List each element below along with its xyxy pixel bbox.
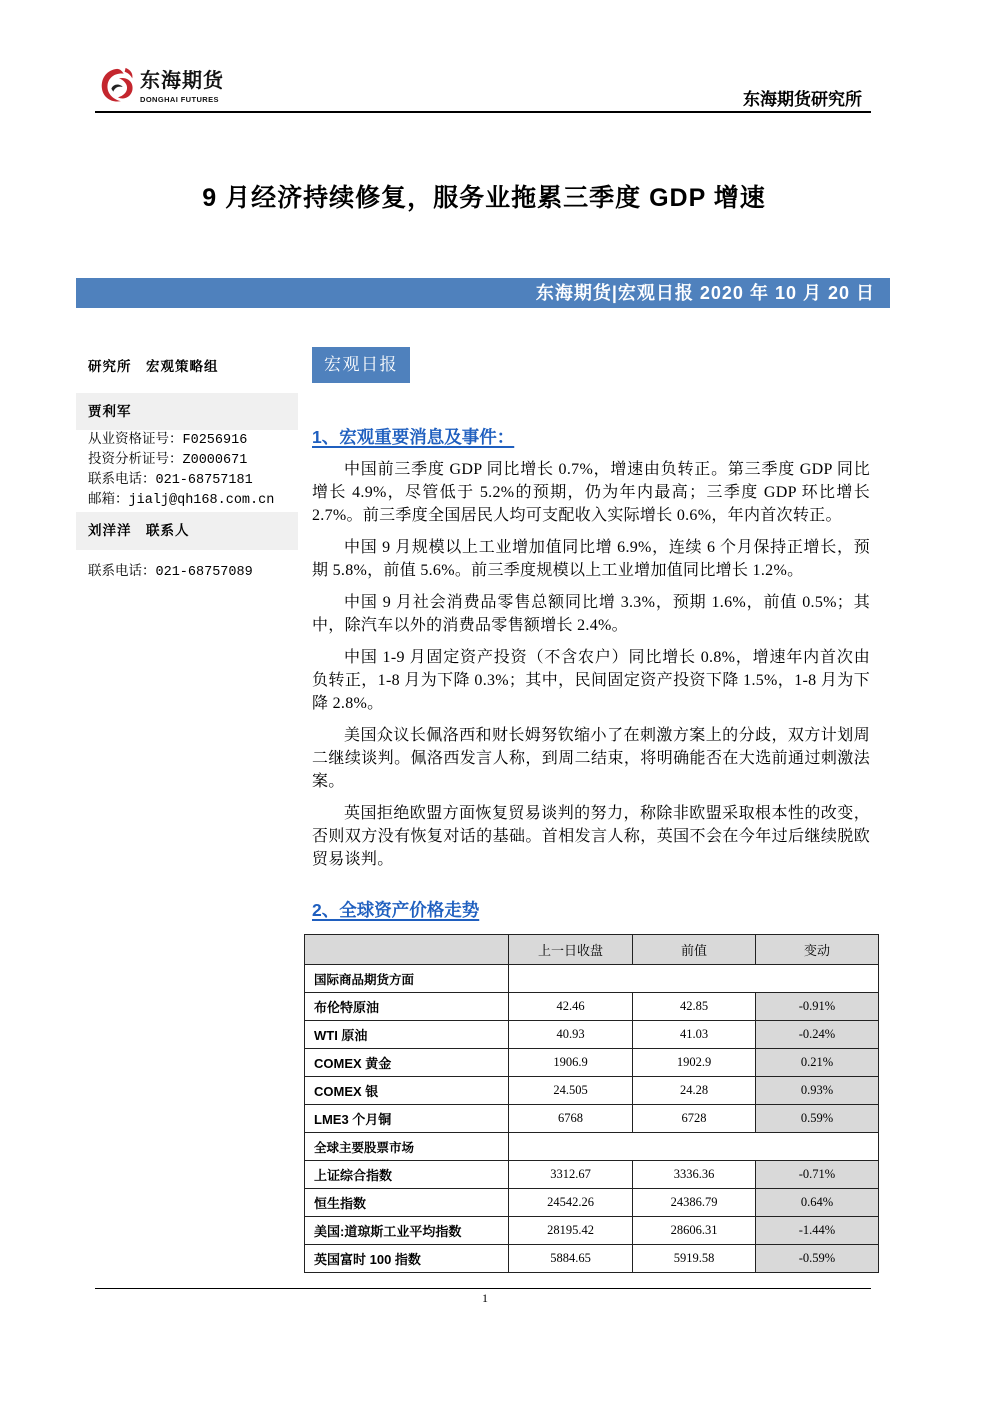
analyst-name-bar	[76, 393, 298, 430]
change-value: 0.93%	[756, 1077, 879, 1105]
asset-name: COMEX 黄金	[305, 1049, 509, 1077]
previous-value: 41.03	[633, 1021, 756, 1049]
report-type-tag: 宏观日报	[312, 347, 410, 383]
report-title: 9 月经济持续修复，服务业拖累三季度 GDP 增速	[202, 184, 766, 212]
section-heading-news: 1、宏观重要消息及事件：	[312, 427, 515, 447]
previous-value: 1902.9	[633, 1049, 756, 1077]
previous-value: 24386.79	[633, 1189, 756, 1217]
contact-phone: 联系电话：021-68757089	[88, 565, 253, 580]
last-close-value: 6768	[509, 1105, 633, 1133]
header-cell-blank	[305, 935, 509, 965]
section-label: 全球主要股票市场	[305, 1133, 509, 1161]
last-close-value: 28195.42	[509, 1217, 633, 1245]
section-label: 国际商品期货方面	[305, 965, 509, 993]
contact-details	[88, 563, 253, 583]
change-value: -0.24%	[756, 1021, 879, 1049]
analyst-details	[88, 431, 274, 511]
asset-name: COMEX 银	[305, 1077, 509, 1105]
news-paragraph: 英国拒绝欧盟方面恢复贸易谈判的努力，称除非欧盟采取根本性的改变，否则双方没有恢复对话的基础。首相发言人称，英国不会在今年过后继续脱欧贸易谈判。	[312, 805, 870, 868]
footer-divider	[95, 1288, 871, 1289]
table-header-row	[305, 935, 879, 965]
banner-text: 东海期货|宏观日报 2020 年 10 月 20 日	[535, 283, 875, 303]
department-label: 研究所 宏观策略组	[88, 359, 219, 374]
news-paragraph: 美国众议长佩洛西和财长姆努钦缩小了在刺激方案上的分歧，双方计划周二继续谈判。佩洛西发言人称，到周二结束，将明确能否在大选前通过刺激法案。	[312, 727, 870, 790]
company-logo	[97, 62, 232, 108]
news-paragraph: 中国 9 月社会消费品零售总额同比增 3.3%，预期 1.6%，前值 0.5%；其中，除汽车以外的消费品零售额增长 2.4%。	[312, 594, 870, 634]
last-close-value: 24.505	[509, 1077, 633, 1105]
last-close-value: 3312.67	[509, 1161, 633, 1189]
header-last-close: 上一日收盘	[509, 935, 633, 965]
asset-name: 英国富时 100 指数	[305, 1245, 509, 1273]
header-change: 变动	[756, 935, 879, 965]
logo-chinese-name: 东海期货	[140, 70, 224, 92]
table-row	[305, 1189, 879, 1217]
news-body	[312, 458, 870, 880]
analyst-phone: 联系电话：021-68757181	[88, 473, 253, 488]
analyst-name: 贾利军	[88, 404, 132, 419]
price-table	[304, 934, 879, 1273]
change-value: -1.44%	[756, 1217, 879, 1245]
contact-name: 刘洋洋 联系人	[88, 523, 190, 538]
table-row	[305, 1105, 879, 1133]
analyst-email: 邮箱：jialj@qh168.com.cn	[88, 493, 275, 508]
logo-mark-icon	[98, 66, 138, 104]
table-row	[305, 1049, 879, 1077]
previous-value: 28606.31	[633, 1217, 756, 1245]
last-close-value: 40.93	[509, 1021, 633, 1049]
previous-value: 3336.36	[633, 1161, 756, 1189]
table-row	[305, 1161, 879, 1189]
analyst-investment-id: 投资分析证号：Z0000671	[88, 453, 248, 468]
table-row	[305, 1077, 879, 1105]
change-value: 0.21%	[756, 1049, 879, 1077]
header-previous: 前值	[633, 935, 756, 965]
header-divider	[95, 111, 871, 113]
contact-name-bar	[76, 512, 298, 550]
change-value: 0.59%	[756, 1105, 879, 1133]
news-paragraph: 中国前三季度 GDP 同比增长 0.7%，增速由负转正。第三季度 GDP 同比增长 4.9%，尽管低于 5.2%的预期，仍为年内最高；三季度 GDP 环比增长 2.7%。前三季度全国居民人均可支配收入实际增长 0.6%，年内首次转正。	[312, 461, 870, 524]
asset-name: 美国:道琼斯工业平均指数	[305, 1217, 509, 1245]
institute-name: 东海期货研究所	[743, 90, 862, 109]
report-banner	[76, 278, 890, 308]
change-value: -0.91%	[756, 993, 879, 1021]
table-row	[305, 1021, 879, 1049]
asset-name: WTI 原油	[305, 1021, 509, 1049]
last-close-value: 5884.65	[509, 1245, 633, 1273]
asset-name: 布伦特原油	[305, 993, 509, 1021]
last-close-value: 42.46	[509, 993, 633, 1021]
asset-name: 上证综合指数	[305, 1161, 509, 1189]
section-filler	[509, 965, 879, 993]
table-row	[305, 1217, 879, 1245]
asset-name: 恒生指数	[305, 1189, 509, 1217]
change-value: -0.71%	[756, 1161, 879, 1189]
analyst-qualification-id: 从业资格证号：F0256916	[88, 433, 248, 448]
previous-value: 42.85	[633, 993, 756, 1021]
section-filler	[509, 1133, 879, 1161]
table-row	[305, 1245, 879, 1273]
change-value: -0.59%	[756, 1245, 879, 1273]
last-close-value: 1906.9	[509, 1049, 633, 1077]
previous-value: 24.28	[633, 1077, 756, 1105]
news-paragraph: 中国 9 月规模以上工业增加值同比增 6.9%，连续 6 个月保持正增长，预期 5.8%，前值 5.6%。前三季度规模以上工业增加值同比增长 1.2%。	[312, 539, 870, 579]
asset-name: LME3 个月铜	[305, 1105, 509, 1133]
page-number: 1	[482, 1291, 488, 1305]
section-heading-prices: 2、全球资产价格走势	[312, 900, 480, 920]
last-close-value: 24542.26	[509, 1189, 633, 1217]
change-value: 0.64%	[756, 1189, 879, 1217]
previous-value: 5919.58	[633, 1245, 756, 1273]
table-section-row	[305, 965, 879, 993]
news-paragraph: 中国 1-9 月固定资产投资（不含农户）同比增长 0.8%，增速年内首次由负转正，1-8 月为下降 0.3%；其中，民间固定资产投资下降 1.5%，1-8 月为下降 2.8%。	[312, 649, 870, 712]
table-row	[305, 993, 879, 1021]
previous-value: 6728	[633, 1105, 756, 1133]
table-section-row	[305, 1133, 879, 1161]
logo-english-name: DONGHAI FUTURES	[140, 95, 219, 104]
